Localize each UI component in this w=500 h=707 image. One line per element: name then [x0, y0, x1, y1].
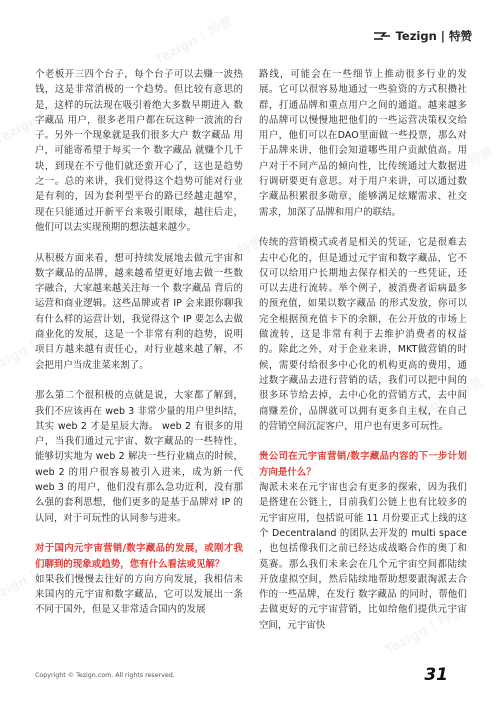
copyright: Copyright © Tezign.com. All rights reserved. [35, 672, 175, 679]
paragraph: 个老板开三四个台子，每个台子可以去赚一波热钱，这是非常消极的一个趋势。但比较有意思的是，这样的玩法现在吸引着绝大多数早期进入 数字藏品 用户，很多老用户都在玩这种一波流的台子。另外一个现象就是我们很多大户 数字藏品 用户，可能寄希望于每买一个 数字藏品 就赚个几千块，到现在不亏他们就还蛮开心了，这也是趋势之一。总的来讲，我们觉得这个趋势可能对行业是有利的，因为套利型平台的路已经越走越窄，现在只能通过开新平台来吸引眼球，越往后走，他们可以去实现预期的想法越来越少。 [35, 69, 243, 233]
paragraph: 那么第二个很积极的点就是说，大家都了解到，我们不应该再在 web 3 非常少量的用户里纠结，其实 web 2 才是星辰大海。 web 2 有很多的用户，当我们通过元宇宙、数字藏品的一些特性，能够切实地为 web 2 解决一些行业痛点的时候，web 2 的用户很容易被引入进来，成为新一代 web 3 的用户，他们没有那么急功近利，没有那么强的套利思想，他们更多的是基于品牌对 IP 的认同，对于可玩性的认同参与进来。 [35, 390, 243, 524]
watermark [151, 11, 236, 68]
left-column [35, 67, 243, 633]
paragraph: 传统的营销模式或者是相关的凭证，它是很难去去中心化的，但是通过元宇宙和数字藏品，它不仅可以给用户长期地去保存相关的一些凭证，还可以去进行流转。举个例子，被消费者诟病最多的预充值，如果以数字藏品 的形式发放，你可以完全根据预充值卡下的余额，在公开放的市场上做流转，这是非常有利于去维护消费者的权益的。除此之外，对于企业来讲，MKT做营销的时候，需要付给很多中心化的机构更高的费用，通过数字藏品去进行营销的话，我们可以把中间的很多环节给去掉，去中心化的营销方式，去中间商赚差价，品牌就可以拥有更多自主权，在自己的营销空间沉淀客户，用户也有更多可玩性。 [259, 237, 467, 432]
paragraph: 如果我们慢慢去往好的方向方向发展，我相信未来国内的元宇宙和数字藏品，它可以发展出一条不同于国外，但是又非常适合国内的发展 [35, 573, 243, 616]
question-heading: 贵公司在元宇宙营销/数字藏品内容的下一步计划方向是什么？ [259, 451, 467, 478]
brand-name: Tezign | 特赞 [395, 29, 472, 43]
paragraph: 淘派未来在元宇宙也会有更多的探索，因为我们是搭建在公链上，目前我们公链上也有比较多的元宇宙应用，包括说可能 11 月份要正式上线的这个 Decentraland 的团队去开发的 multi space ，也包括像我们之前已经达成战略合作的奥丁和莫赛。那么我们未来会在几个元宇宙空间都陆续开放虚拟空间，然后陆续地帮助想要跟淘派去合作的一些品牌，在发行 数字藏品 的同时，帮他们去做更好的元宇宙营销，比如给他们提供元宇宙空间，元宇宙快 [259, 482, 467, 631]
brand-logo [373, 28, 472, 44]
question-heading: 对于国内元宇宙营销/数字藏品的发展，或刚才我们聊到的现象或趋势，您有什么看法或见解？ [35, 543, 243, 570]
page-number: 31 [424, 665, 448, 685]
right-column [259, 67, 467, 648]
tezign-logo-icon [373, 30, 391, 42]
paragraph: 从积极方面来看，想可持续发展地去做元宇宙和数字藏品的品牌，越来越希望更好地去做一些数字融合，大家越来越关注每一个 数字藏品 背后的运营和商业逻辑。这些品牌或者 IP 会来跟你聊我有什么样的运营计划，我觉得这个 IP 要怎么去做商业化的发展，这是一个非常有利的趋势，说明项目方越来越有责任心，对行业越来越了解，不会把用户当成韭菜来割了。 [35, 252, 243, 371]
paragraph: 路线，可能会在一些细节上推动很多行业的发展。它可以很容易地通过一些验资的方式积攒社群，打通品牌和重点用户之间的通道。越来越多的品牌可以慢慢地把他们的一些运营决策权交给用户，他们可以在DAO里面做一些投票，那么对于品牌来讲，他们会知道哪些用户贡献值高。用户对于不同产品的倾向性，比传统通过大数据进行调研要更有意思。对于用户来讲，可以通过数字藏品积累很多勋章，能够满足炫耀需求、社交需求，加深了品牌和用户的联结。 [259, 69, 467, 218]
